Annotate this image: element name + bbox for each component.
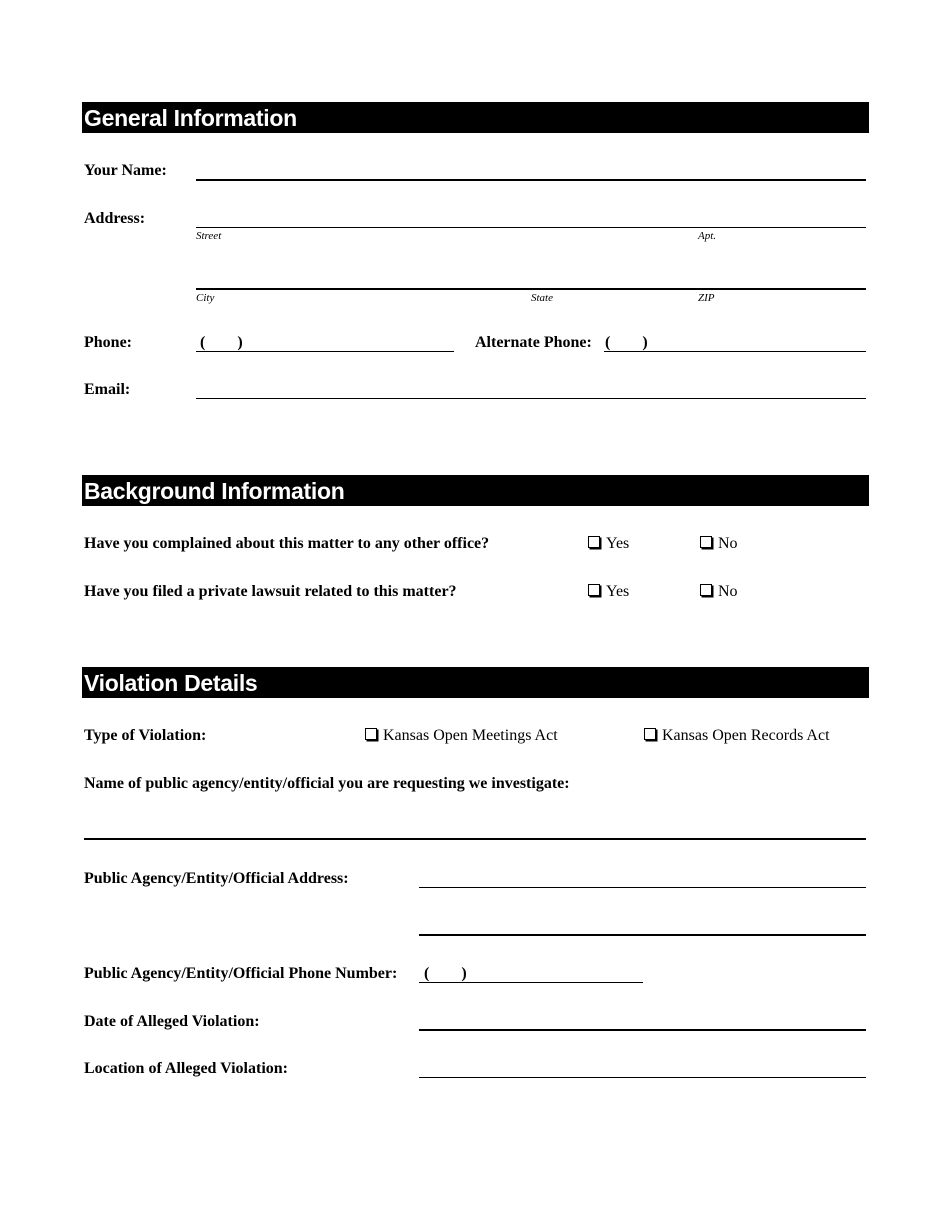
violation-details-heading: Violation Details [82,667,869,698]
other-office-no-checkbox[interactable] [700,535,738,553]
checkbox-icon [588,536,600,548]
apt-caption: Apt. [698,230,717,242]
yes-label: Yes [606,535,630,552]
street-apt-field[interactable] [196,227,866,228]
phone-label: Phone: [84,334,132,351]
date-of-violation-label: Date of Alleged Violation: [84,1013,260,1030]
open-records-act-label: Kansas Open Records Act [662,727,830,744]
agency-name-field[interactable] [84,838,866,840]
type-of-violation-label: Type of Violation: [84,727,207,744]
agency-name-label: Name of public agency/entity/official you are requesting we investigate: [84,775,570,792]
other-office-yes-checkbox[interactable] [588,535,629,553]
agency-phone-field[interactable] [419,982,643,983]
checkbox-icon [700,536,712,548]
agency-phone-area-code: ( ) [424,965,467,982]
no-label: No [718,583,738,600]
phone-field[interactable] [196,351,454,352]
open-records-act-checkbox[interactable] [644,727,830,745]
open-meetings-act-label: Kansas Open Meetings Act [383,727,558,744]
city-state-zip-field[interactable] [196,288,866,290]
date-of-violation-field[interactable] [419,1029,866,1031]
alternate-phone-field[interactable] [604,351,866,352]
location-of-violation-field[interactable] [419,1077,866,1078]
street-caption: Street [196,230,222,242]
your-name-field[interactable] [196,179,866,181]
checkbox-icon [365,728,377,740]
open-meetings-act-checkbox[interactable] [365,727,558,745]
location-of-violation-label: Location of Alleged Violation: [84,1060,288,1077]
no-label: No [718,535,738,552]
agency-address-field-2[interactable] [419,934,866,936]
background-information-heading: Background Information [82,475,869,506]
question-private-lawsuit: Have you filed a private lawsuit related to this matter? [84,583,457,600]
agency-address-field-1[interactable] [419,887,866,888]
zip-caption: ZIP [698,292,715,304]
agency-phone-label: Public Agency/Entity/Official Phone Number: [84,965,398,982]
your-name-label: Your Name: [84,162,167,179]
state-caption: State [531,292,553,304]
checkbox-icon [588,584,600,596]
lawsuit-no-checkbox[interactable] [700,583,738,601]
email-label: Email: [84,381,131,398]
yes-label: Yes [606,583,630,600]
alternate-phone-label: Alternate Phone: [475,334,592,351]
city-caption: City [196,292,215,304]
lawsuit-yes-checkbox[interactable] [588,583,629,601]
alternate-phone-area-code: ( ) [605,334,648,351]
question-other-office: Have you complained about this matter to any other office? [84,535,490,552]
agency-address-label: Public Agency/Entity/Official Address: [84,870,349,887]
checkbox-icon [700,584,712,596]
general-information-heading: General Information [82,102,869,133]
address-label: Address: [84,210,146,227]
email-field[interactable] [196,398,866,399]
checkbox-icon [644,728,656,740]
phone-area-code: ( ) [200,334,243,351]
